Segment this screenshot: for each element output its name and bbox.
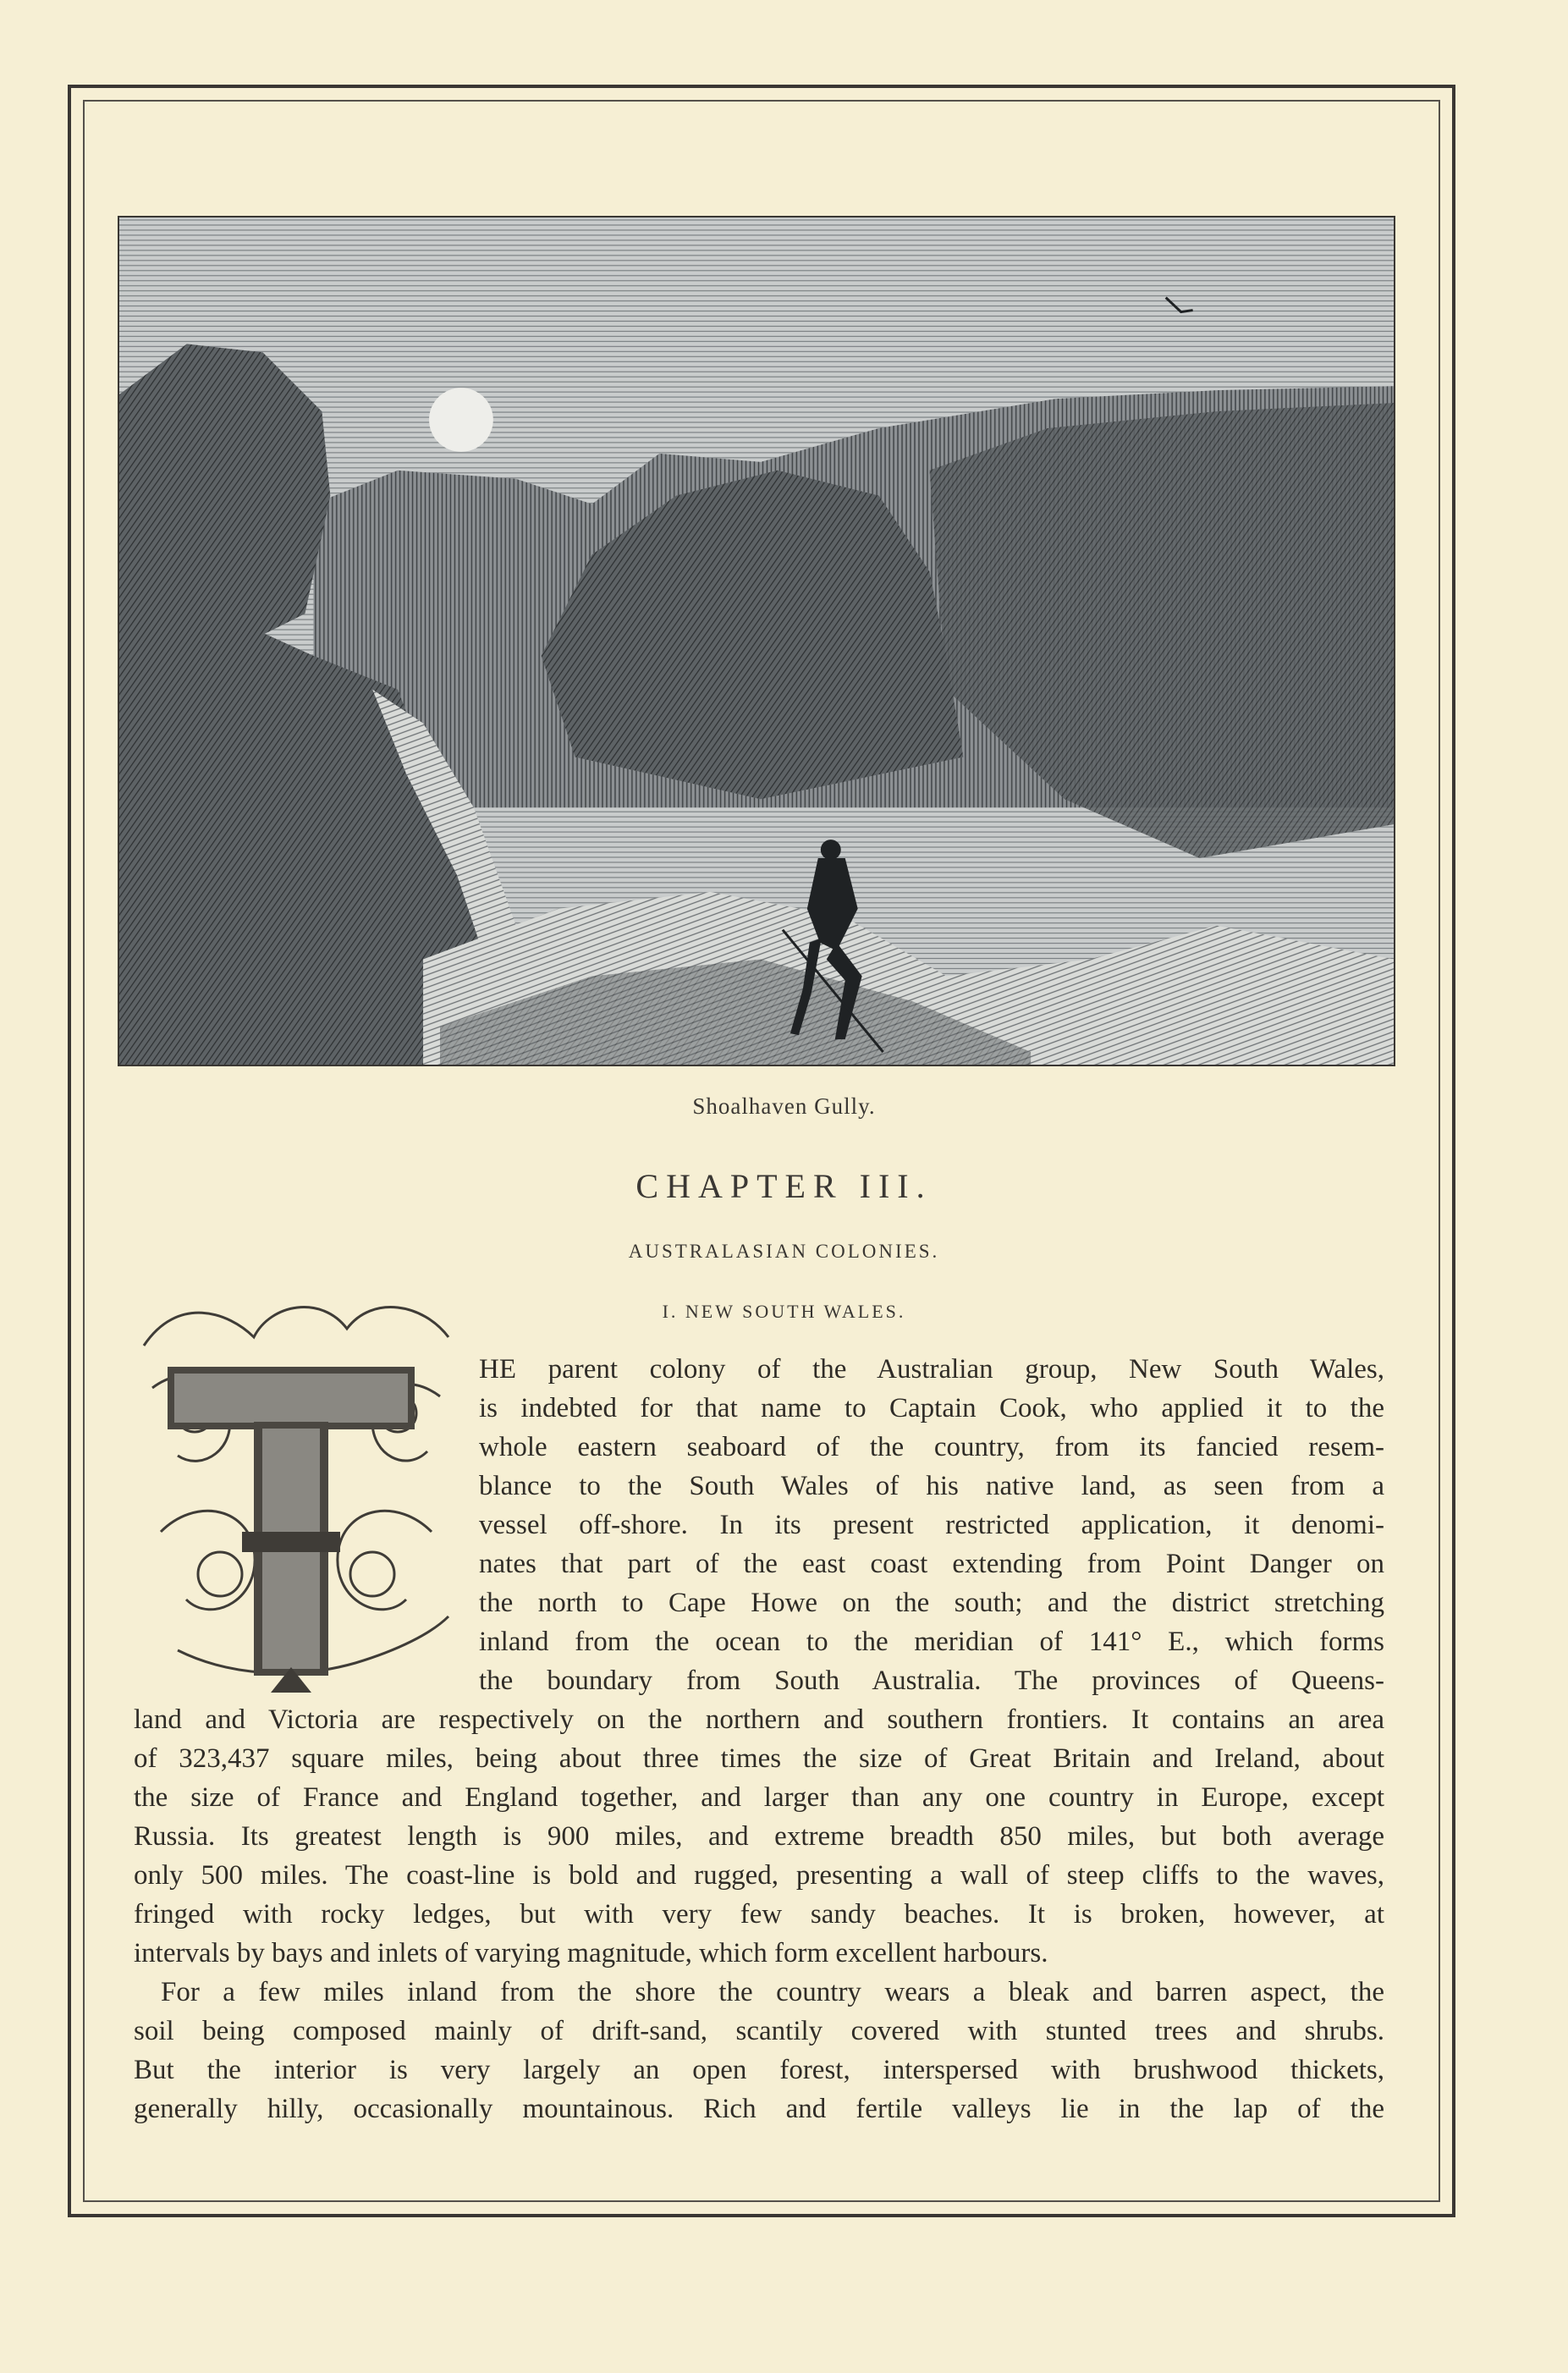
body-text-line: the boundary from South Australia. The provinces of Queens- — [479, 1666, 1384, 1696]
body-text-line: inland from the ocean to the meridian of 141° E., which forms — [479, 1627, 1384, 1657]
body-text-line: nates that part of the east coast extending from Point Danger on — [479, 1549, 1384, 1579]
body-text-line: But the interior is very largely an open forest, interspersed with brushwood thickets, — [134, 2055, 1384, 2085]
body-text-line: blance to the South Wales of his native land, as seen from a — [479, 1471, 1384, 1501]
body-text-line: fringed with rocky ledges, but with very few sandy beaches. It is broken, however, at — [134, 1899, 1384, 1930]
body-text-line: soil being composed mainly of drift-sand, scantily covered with stunted trees and shrubs. — [134, 2016, 1384, 2046]
body-text-line: is indebted for that name to Captain Cook, who applied it to the — [479, 1393, 1384, 1423]
body-text-line: the north to Cape Howe on the south; and the district stretching — [479, 1588, 1384, 1618]
chapter-heading: CHAPTER III. — [635, 1167, 933, 1205]
body-text-line: generally hilly, occasionally mountainous. Rich and fertile valleys lie in the lap of the — [134, 2094, 1384, 2124]
body-text-line: whole eastern seaboard of the country, from its fancied resem- — [479, 1432, 1384, 1462]
body-text-line: of 323,437 square miles, being about three times the size of Great Britain and Ireland, about — [134, 1743, 1384, 1774]
engraving-illustration — [118, 216, 1395, 1066]
body-text-line: the size of France and England together, and larger than any one country in Europe, except — [134, 1782, 1384, 1813]
body-text-line: intervals by bays and inlets of varying magnitude, which form excellent harbours. — [134, 1938, 1048, 1968]
body-text-line: vessel off-shore. In its present restricted application, it denomi- — [479, 1510, 1384, 1540]
body-text-line: Russia. Its greatest length is 900 miles, and extreme breadth 850 miles, but both average — [134, 1821, 1384, 1852]
ornamental-dropcap — [127, 1278, 465, 1693]
chapter-title: AUSTRALASIAN COLONIES. — [628, 1241, 940, 1262]
section-heading: I. NEW SOUTH WALES. — [662, 1301, 906, 1322]
body-text-line: only 500 miles. The coast-line is bold and rugged, presenting a wall of steep cliffs to the waves, — [134, 1860, 1384, 1891]
body-text-line: For a few miles inland from the shore the country wears a bleak and barren aspect, the — [161, 1977, 1384, 2007]
body-text-line: land and Victoria are respectively on the northern and southern frontiers. It contains an area — [134, 1704, 1384, 1735]
illustration-caption: Shoalhaven Gully. — [692, 1093, 876, 1119]
body-text-line: HE parent colony of the Australian group, New South Wales, — [479, 1354, 1384, 1385]
